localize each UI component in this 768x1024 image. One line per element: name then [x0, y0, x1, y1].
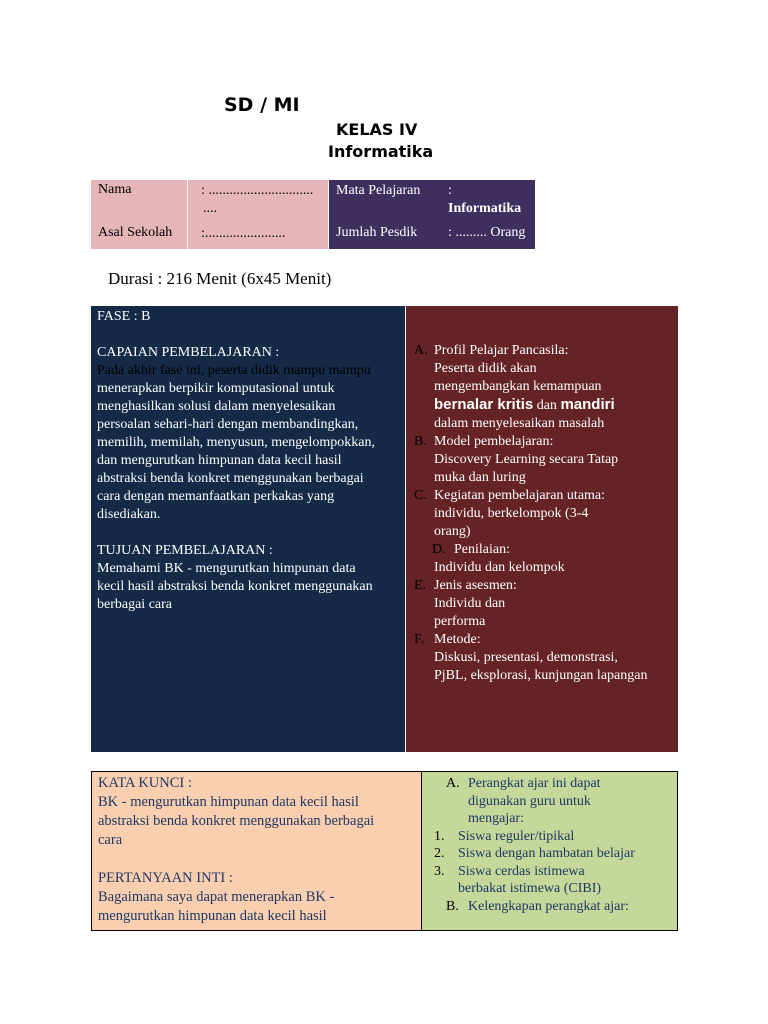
item-text: Siswa dengan hambatan belajar: [458, 846, 635, 861]
nama-value: : ..............................: [201, 183, 314, 198]
penilaian-title: Penilaian:: [454, 542, 510, 557]
subject-title: Informatika: [328, 142, 434, 161]
sekolah-label: Asal Sekolah: [98, 225, 173, 240]
identity-table: [91, 180, 535, 249]
pertanyaan-line: Bagaimana saya dapat menerapkan BK -: [98, 889, 335, 905]
kata-kunci-line: cara: [98, 832, 123, 848]
letter-b: B.: [414, 434, 427, 449]
model-line: muka dan luring: [434, 470, 526, 485]
profil-line: mengembangkan kemampuan: [434, 379, 602, 394]
perangkat-line: mengajar:: [468, 811, 524, 826]
metode-line: PjBL, eksplorasi, kunjungan lapangan: [434, 668, 648, 683]
capaian-line: memilih, memilah, menyusun, mengelompokkan,: [97, 435, 376, 450]
capaian-line: menerapkan berpikir komputasional untuk: [97, 381, 335, 396]
perangkat-panel: [422, 771, 678, 931]
capaian-panel: [91, 306, 405, 752]
asesmen-line: Individu dan: [434, 596, 506, 611]
metode-line: Diskusi, presentasi, demonstrasi,: [434, 650, 618, 665]
section-d-body: [410, 559, 672, 577]
kata-kunci-line: abstraksi benda konkret menggunakan berbagai: [98, 813, 375, 829]
pertanyaan-heading: PERTANYAAN INTI :: [98, 870, 233, 886]
letter-e: E.: [414, 578, 427, 593]
bold-bernalar: bernalar kritis: [434, 396, 534, 413]
letter-c: C.: [414, 488, 427, 503]
list-item: [428, 845, 673, 863]
item-text: Siswa reguler/tipikal: [458, 828, 575, 844]
perangkat-b-line: Kelengkapan perangkat ajar:: [468, 898, 629, 914]
kata-kunci-heading: KATA KUNCI :: [98, 775, 192, 791]
nama-value-cont: ....: [203, 201, 217, 216]
capaian-line: cara dengan memanfaatkan perkakas yang: [97, 489, 335, 504]
model-title: Model pembelajaran:: [434, 434, 554, 449]
asesmen-line: performa: [434, 614, 486, 629]
section-a: [410, 342, 672, 433]
nama-label: Nama: [98, 182, 132, 197]
item-number: 1.: [434, 828, 445, 844]
fase-label: FASE : B: [97, 309, 151, 324]
item-text: Siswa cerdas istimewa: [458, 863, 585, 879]
mapel-label: Mata Pelajaran: [336, 183, 421, 198]
list-item: [428, 828, 673, 846]
mapel-value: Informatika: [448, 201, 522, 216]
capaian-heading: CAPAIAN PEMBELAJARAN :: [97, 345, 280, 360]
capaian-line: Pada akhir fase ini, peserta didik mampu mampu: [97, 363, 371, 378]
pesdik-value: : ......... Orang: [448, 225, 526, 240]
letter-d: D.: [432, 542, 446, 557]
capaian-line: dan mengurutkan himpunan data kecil hasil: [97, 453, 342, 468]
level-title: SD / MI: [224, 94, 300, 116]
tujuan-line: kecil hasil abstraksi benda konkret menggunakan: [97, 579, 373, 594]
letter-b: B.: [446, 898, 459, 914]
perangkat-line: Perangkat ajar ini dapat: [468, 776, 601, 791]
dan-text: dan: [533, 398, 561, 413]
item-text-cont: berbakat istimewa (CIBI): [458, 881, 602, 896]
capaian-line: persoalan sehari-hari dengan membandingkan,: [97, 417, 359, 432]
perangkat-a: [444, 775, 673, 828]
section-c: [410, 487, 672, 541]
asesmen-title: Jenis asesmen:: [434, 578, 517, 593]
pertanyaan-line: mengurutkan himpunan data kecil hasil: [98, 908, 327, 924]
tujuan-line: Memahami BK - mengurutkan himpunan data: [97, 561, 356, 576]
item-number: 3.: [434, 863, 445, 879]
kegiatan-title: Kegiatan pembelajaran utama:: [434, 488, 606, 503]
model-line: Discovery Learning secara Tatap: [434, 452, 619, 467]
profil-title: Profil Pelajar Pancasila:: [434, 343, 569, 358]
letter-f: F.: [414, 632, 425, 647]
profil-line: dalam menyelesaikan masalah: [434, 416, 605, 431]
item-number: 2.: [434, 846, 445, 861]
profil-line: [434, 396, 672, 415]
tujuan-heading: TUJUAN PEMBELAJARAN :: [97, 543, 273, 558]
list-item: [428, 863, 673, 898]
sekolah-value: :.......................: [201, 226, 286, 241]
profil-panel: [406, 306, 678, 752]
kegiatan-line: orang): [434, 524, 471, 539]
profil-line: Peserta didik akan: [434, 361, 537, 376]
kata-kunci-line: BK - mengurutkan himpunan data kecil hasil: [98, 794, 359, 810]
tujuan-line: berbagai cara: [97, 597, 172, 612]
kata-kunci-panel: [91, 771, 422, 931]
capaian-line: disediakan.: [97, 507, 161, 522]
letter-a: A.: [414, 343, 428, 358]
durasi-text: Durasi : 216 Menit (6x45 Menit): [108, 269, 332, 288]
perangkat-b: [444, 898, 673, 916]
section-d: [410, 541, 672, 559]
kegiatan-line: individu, berkelompok (3-4: [434, 506, 589, 521]
capaian-line: menghasilkan solusi dalam menyelesaikan: [97, 399, 336, 414]
metode-title: Metode:: [434, 632, 481, 647]
penilaian-line: Individu dan kelompok: [434, 560, 565, 575]
section-f: [410, 631, 672, 685]
section-b: [410, 433, 672, 487]
letter-a: A.: [446, 776, 460, 791]
mapel-colon: :: [448, 183, 452, 198]
pesdik-label: Jumlah Pesdik: [336, 225, 418, 240]
bold-mandiri: mandiri: [560, 396, 615, 413]
perangkat-line: digunakan guru untuk: [468, 793, 591, 809]
kelas-title: KELAS IV: [336, 120, 418, 139]
section-e: [410, 577, 672, 631]
capaian-line: abstraksi benda konkret menggunakan berbagai: [97, 471, 364, 486]
